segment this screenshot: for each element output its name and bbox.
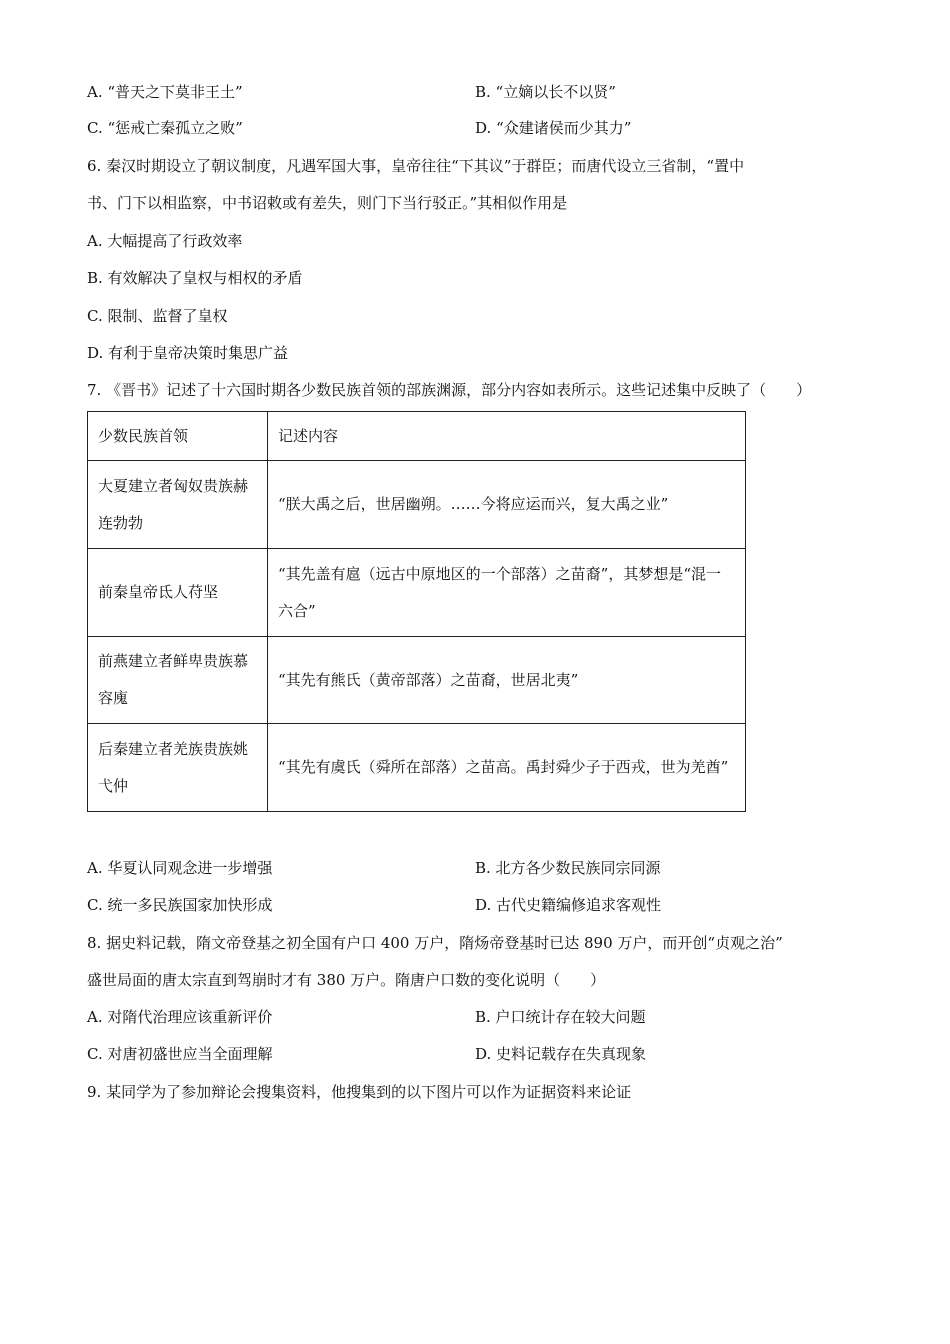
table-row bbox=[88, 637, 746, 724]
q8-option-d: D. 史料记载存在失真现象 bbox=[475, 1045, 647, 1063]
q5-option-a: A. “普天之下莫非王土” bbox=[87, 83, 243, 101]
q7-options-row-2 bbox=[87, 895, 867, 915]
q7-row-3-leader: 前燕建立者鲜卑贵族慕容廆 bbox=[88, 637, 268, 724]
q8-option-b: B. 户口统计存在较大问题 bbox=[475, 1008, 646, 1026]
q7-row-1-leader: 大夏建立者匈奴贵族赫连勃勃 bbox=[88, 461, 268, 549]
q8-option-a: A. 对隋代治理应该重新评价 bbox=[87, 1008, 273, 1026]
q5-option-c: C. “惩戒亡秦孤立之败” bbox=[87, 119, 243, 137]
q7-table-header-row bbox=[88, 412, 746, 461]
q7-row-3-content: “其先有熊氏（黄帝部落）之苗裔，世居北夷” bbox=[268, 637, 746, 724]
q9-stem: 9. 某同学为了参加辩论会搜集资料，他搜集到的以下图片可以作为证据资料来论证 bbox=[87, 1083, 632, 1101]
q7-option-d: D. 古代史籍编修追求客观性 bbox=[475, 896, 662, 914]
q7-row-2-content: “其先盖有扈（远古中原地区的一个部落）之苗裔”，其梦想是“混一六合” bbox=[268, 549, 746, 637]
table-row bbox=[88, 461, 746, 549]
q8-stem-line-1: 8. 据史料记载，隋文帝登基之初全国有户口 400 万户，隋炀帝登基时已达 890 万户，而开创“贞观之治” bbox=[87, 934, 783, 952]
q8-options-row-2 bbox=[87, 1044, 867, 1064]
q5-option-b: B. “立嫡以长不以贤” bbox=[475, 83, 616, 101]
q6-option-a: A. 大幅提高了行政效率 bbox=[87, 232, 243, 250]
q7-option-a: A. 华夏认同观念进一步增强 bbox=[87, 859, 273, 877]
q5-options-row-1 bbox=[87, 82, 867, 102]
q8-option-c: C. 对唐初盛世应当全面理解 bbox=[87, 1045, 273, 1063]
q6-option-b: B. 有效解决了皇权与相权的矛盾 bbox=[87, 269, 303, 287]
q7-table bbox=[87, 411, 746, 812]
q7-option-c: C. 统一多民族国家加快形成 bbox=[87, 896, 273, 914]
q7-header-leader: 少数民族首领 bbox=[88, 412, 268, 461]
q7-stem: 7. 《晋书》记述了十六国时期各少数民族首领的部族渊源，部分内容如表所示。这些记述集中反映了（ ） bbox=[87, 381, 812, 399]
q7-row-4-leader: 后秦建立者羌族贵族姚弋仲 bbox=[88, 724, 268, 812]
q6-option-c: C. 限制、监督了皇权 bbox=[87, 307, 228, 325]
q7-header-content: 记述内容 bbox=[268, 412, 746, 461]
q6-stem-line-2: 书、门下以相监察，中书诏敕或有差失，则门下当行驳正。”其相似作用是 bbox=[87, 194, 568, 212]
table-row bbox=[88, 549, 746, 637]
q6-option-d: D. 有利于皇帝决策时集思广益 bbox=[87, 344, 289, 362]
q7-option-b: B. 北方各少数民族同宗同源 bbox=[475, 859, 661, 877]
q8-stem-line-2: 盛世局面的唐太宗直到驾崩时才有 380 万户。隋唐户口数的变化说明（ ） bbox=[87, 971, 606, 989]
q5-option-d: D. “众建诸侯而少其力” bbox=[475, 119, 632, 137]
q7-options-row-1 bbox=[87, 858, 867, 878]
q6-stem-line-1: 6. 秦汉时期设立了朝议制度，凡遇军国大事，皇帝往往“下其议”于群臣；而唐代设立三省制，“置中 bbox=[87, 157, 745, 175]
q7-row-2-leader: 前秦皇帝氐人苻坚 bbox=[88, 549, 268, 637]
q7-row-4-content: “其先有虞氏（舜所在部落）之苗高。禹封舜少子于西戎，世为羌酋” bbox=[268, 724, 746, 812]
table-row bbox=[88, 724, 746, 812]
q5-options-row-2 bbox=[87, 118, 867, 138]
q7-row-1-content: “朕大禹之后，世居幽朔。……今将应运而兴，复大禹之业” bbox=[268, 461, 746, 549]
q8-options-row-1 bbox=[87, 1007, 867, 1027]
